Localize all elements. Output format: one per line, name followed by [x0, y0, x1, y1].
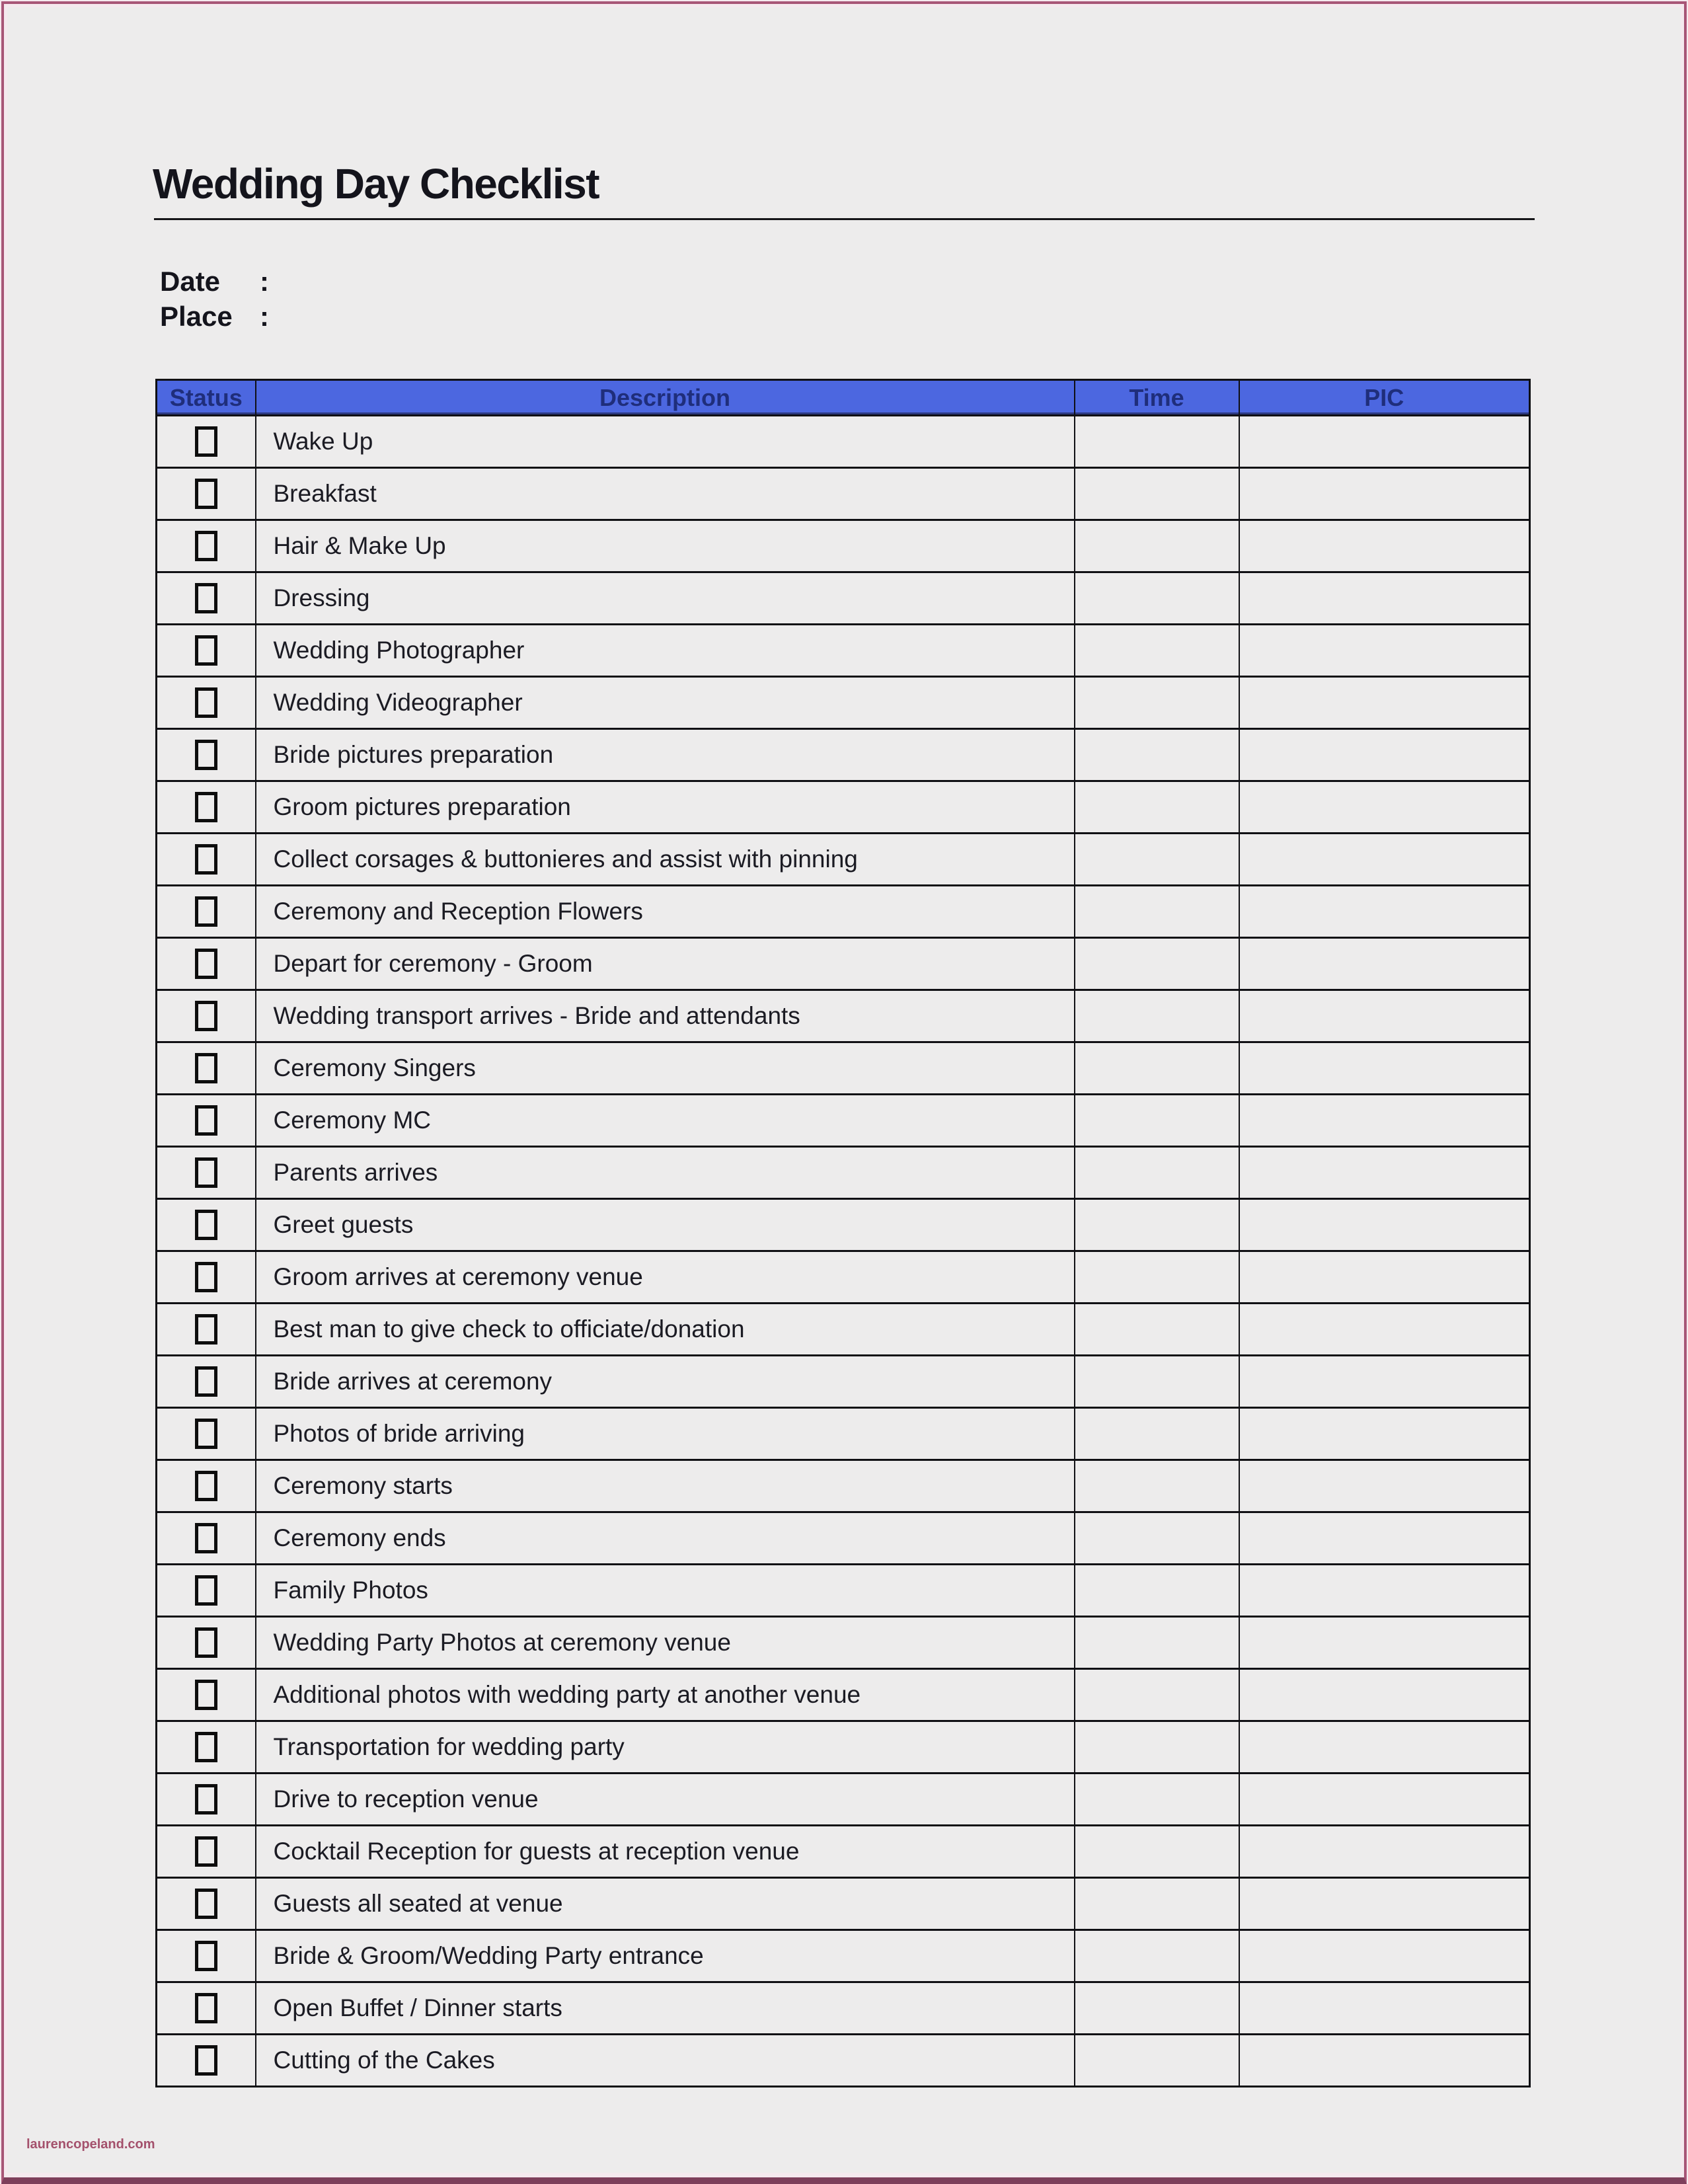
status-checkbox[interactable]: [195, 1784, 217, 1814]
time-cell[interactable]: [1075, 1982, 1239, 2035]
status-checkbox[interactable]: [195, 583, 217, 613]
status-checkbox[interactable]: [195, 1105, 217, 1136]
status-checkbox[interactable]: [195, 1471, 217, 1501]
time-cell[interactable]: [1075, 781, 1239, 834]
time-cell[interactable]: [1075, 1669, 1239, 1721]
status-checkbox[interactable]: [195, 1366, 217, 1397]
status-checkbox[interactable]: [195, 2045, 217, 2076]
checklist-table: [155, 379, 1531, 2087]
status-checkbox[interactable]: [195, 1210, 217, 1240]
table-row: [157, 1042, 1530, 1095]
status-checkbox[interactable]: [195, 1314, 217, 1345]
status-cell: [157, 1721, 256, 1774]
pic-cell[interactable]: [1239, 1304, 1530, 1356]
pic-cell[interactable]: [1239, 677, 1530, 729]
pic-cell[interactable]: [1239, 1669, 1530, 1721]
status-checkbox[interactable]: [195, 531, 217, 561]
pic-cell[interactable]: [1239, 1042, 1530, 1095]
status-cell: [157, 625, 256, 677]
table-row: [157, 1721, 1530, 1774]
time-cell[interactable]: [1075, 938, 1239, 990]
status-cell: [157, 990, 256, 1042]
pic-cell[interactable]: [1239, 1930, 1530, 1982]
table-row: [157, 1669, 1530, 1721]
pic-cell[interactable]: [1239, 1199, 1530, 1251]
status-cell: [157, 886, 256, 938]
status-cell: [157, 416, 256, 468]
table-row: [157, 1095, 1530, 1147]
status-cell: [157, 1982, 256, 2035]
time-cell[interactable]: [1075, 572, 1239, 625]
time-cell[interactable]: [1075, 1878, 1239, 1930]
status-checkbox[interactable]: [195, 1941, 217, 1971]
pic-cell[interactable]: [1239, 1460, 1530, 1512]
description-cell: Cutting of the Cakes: [256, 2035, 1075, 2087]
description-cell: Wedding transport arrives - Bride and attendants: [256, 990, 1075, 1042]
status-cell: [157, 1460, 256, 1512]
time-cell[interactable]: [1075, 1721, 1239, 1774]
time-cell[interactable]: [1075, 1095, 1239, 1147]
status-cell: [157, 1199, 256, 1251]
time-cell[interactable]: [1075, 2035, 1239, 2087]
time-cell[interactable]: [1075, 1304, 1239, 1356]
pic-cell[interactable]: [1239, 1774, 1530, 1826]
watermark: laurencopeland.com: [26, 2137, 155, 2152]
description-cell: Guests all seated at venue: [256, 1878, 1075, 1930]
status-cell: [157, 1095, 256, 1147]
table-row: [157, 990, 1530, 1042]
description-cell: Collect corsages & buttonieres and assist with pinning: [256, 834, 1075, 886]
status-checkbox[interactable]: [195, 896, 217, 927]
table-row: [157, 1460, 1530, 1512]
description-cell: Drive to reception venue: [256, 1774, 1075, 1826]
pic-cell[interactable]: [1239, 520, 1530, 572]
status-cell: [157, 520, 256, 572]
description-cell: Additional photos with wedding party at another venue: [256, 1669, 1075, 1721]
description-cell: Ceremony and Reception Flowers: [256, 886, 1075, 938]
date-label: Date: [160, 266, 221, 297]
status-cell: [157, 572, 256, 625]
column-header-description: Description: [256, 380, 1075, 416]
pic-cell[interactable]: [1239, 729, 1530, 781]
time-cell[interactable]: [1075, 1460, 1239, 1512]
table-row: [157, 1356, 1530, 1408]
status-checkbox[interactable]: [195, 426, 217, 457]
table-row: [157, 520, 1530, 572]
status-checkbox[interactable]: [195, 479, 217, 509]
description-cell: Best man to give check to officiate/donation: [256, 1304, 1075, 1356]
table-body: [157, 416, 1530, 2087]
page-title: Wedding Day Checklist: [153, 160, 599, 208]
description-cell: Hair & Make Up: [256, 520, 1075, 572]
description-cell: Transportation for wedding party: [256, 1721, 1075, 1774]
description-cell: Open Buffet / Dinner starts: [256, 1982, 1075, 2035]
table-row: [157, 1512, 1530, 1565]
description-cell: Wedding Videographer: [256, 677, 1075, 729]
date-separator: :: [260, 266, 269, 297]
time-cell[interactable]: [1075, 834, 1239, 886]
description-cell: Ceremony MC: [256, 1095, 1075, 1147]
description-cell: Family Photos: [256, 1565, 1075, 1617]
description-cell: Wedding Photographer: [256, 625, 1075, 677]
status-checkbox[interactable]: [195, 1836, 217, 1867]
pic-cell[interactable]: [1239, 1512, 1530, 1565]
column-header-time: Time: [1075, 380, 1239, 416]
pic-cell[interactable]: [1239, 886, 1530, 938]
description-cell: Ceremony Singers: [256, 1042, 1075, 1095]
status-checkbox[interactable]: [195, 1732, 217, 1762]
status-cell: [157, 1669, 256, 1721]
time-cell[interactable]: [1075, 1356, 1239, 1408]
status-checkbox[interactable]: [195, 1053, 217, 1083]
time-cell[interactable]: [1075, 1565, 1239, 1617]
time-cell[interactable]: [1075, 886, 1239, 938]
pic-cell[interactable]: [1239, 2035, 1530, 2087]
description-cell: Bride pictures preparation: [256, 729, 1075, 781]
status-checkbox[interactable]: [195, 949, 217, 979]
description-cell: Greet guests: [256, 1199, 1075, 1251]
pic-cell[interactable]: [1239, 1565, 1530, 1617]
status-checkbox[interactable]: [195, 1889, 217, 1919]
description-cell: Photos of bride arriving: [256, 1408, 1075, 1460]
time-cell[interactable]: [1075, 1617, 1239, 1669]
status-checkbox[interactable]: [195, 740, 217, 770]
status-cell: [157, 938, 256, 990]
status-cell: [157, 677, 256, 729]
status-cell: [157, 729, 256, 781]
time-cell[interactable]: [1075, 1774, 1239, 1826]
time-cell[interactable]: [1075, 1147, 1239, 1199]
table-row: [157, 1878, 1530, 1930]
pic-cell[interactable]: [1239, 1826, 1530, 1878]
table-row: [157, 1251, 1530, 1304]
status-cell: [157, 1774, 256, 1826]
status-cell: [157, 1617, 256, 1669]
description-cell: Bride arrives at ceremony: [256, 1356, 1075, 1408]
description-cell: Breakfast: [256, 468, 1075, 520]
status-checkbox[interactable]: [195, 792, 217, 822]
status-checkbox[interactable]: [195, 844, 217, 875]
description-cell: Groom arrives at ceremony venue: [256, 1251, 1075, 1304]
status-cell: [157, 834, 256, 886]
table-row: [157, 938, 1530, 990]
description-cell: Ceremony ends: [256, 1512, 1075, 1565]
time-cell[interactable]: [1075, 1826, 1239, 1878]
pic-cell[interactable]: [1239, 834, 1530, 886]
description-cell: Wedding Party Photos at ceremony venue: [256, 1617, 1075, 1669]
description-cell: Bride & Groom/Wedding Party entrance: [256, 1930, 1075, 1982]
table-row: [157, 468, 1530, 520]
table-row: [157, 1617, 1530, 1669]
pic-cell[interactable]: [1239, 1617, 1530, 1669]
status-cell: [157, 1512, 256, 1565]
pic-cell[interactable]: [1239, 938, 1530, 990]
time-cell[interactable]: [1075, 1251, 1239, 1304]
table-row: [157, 677, 1530, 729]
description-cell: Wake Up: [256, 416, 1075, 468]
status-checkbox[interactable]: [195, 1523, 217, 1553]
status-cell: [157, 1147, 256, 1199]
field-date: [160, 266, 467, 297]
status-cell: [157, 1930, 256, 1982]
time-cell[interactable]: [1075, 520, 1239, 572]
description-cell: Depart for ceremony - Groom: [256, 938, 1075, 990]
status-cell: [157, 2035, 256, 2087]
header-row: [157, 380, 1530, 416]
status-cell: [157, 1304, 256, 1356]
table-row: [157, 1408, 1530, 1460]
status-cell: [157, 1251, 256, 1304]
status-checkbox[interactable]: [195, 1575, 217, 1606]
place-label: Place: [160, 301, 233, 332]
time-cell[interactable]: [1075, 1408, 1239, 1460]
status-cell: [157, 1826, 256, 1878]
status-cell: [157, 1565, 256, 1617]
column-header-status: Status: [157, 380, 256, 416]
table-row: [157, 2035, 1530, 2087]
pic-cell[interactable]: [1239, 625, 1530, 677]
time-cell[interactable]: [1075, 729, 1239, 781]
description-cell: Dressing: [256, 572, 1075, 625]
status-checkbox[interactable]: [195, 1001, 217, 1031]
table-row: [157, 1199, 1530, 1251]
status-checkbox[interactable]: [195, 1680, 217, 1710]
description-cell: Cocktail Reception for guests at reception venue: [256, 1826, 1075, 1878]
status-cell: [157, 781, 256, 834]
pic-cell[interactable]: [1239, 1721, 1530, 1774]
table-row: [157, 1826, 1530, 1878]
status-cell: [157, 1356, 256, 1408]
time-cell[interactable]: [1075, 677, 1239, 729]
table-row: [157, 1147, 1530, 1199]
pic-cell[interactable]: [1239, 468, 1530, 520]
time-cell[interactable]: [1075, 416, 1239, 468]
pic-cell[interactable]: [1239, 572, 1530, 625]
table-row: [157, 572, 1530, 625]
status-checkbox[interactable]: [195, 1157, 217, 1188]
pic-cell[interactable]: [1239, 1878, 1530, 1930]
description-cell: Groom pictures preparation: [256, 781, 1075, 834]
table-row: [157, 1982, 1530, 2035]
table-row: [157, 416, 1530, 468]
column-header-pic: PIC: [1239, 380, 1530, 416]
status-checkbox[interactable]: [195, 687, 217, 718]
pic-cell[interactable]: [1239, 416, 1530, 468]
pic-cell[interactable]: [1239, 1982, 1530, 2035]
table-row: [157, 1930, 1530, 1982]
pic-cell[interactable]: [1239, 990, 1530, 1042]
table-row: [157, 834, 1530, 886]
place-separator: :: [260, 301, 269, 332]
title-underline: [154, 218, 1535, 220]
pic-cell[interactable]: [1239, 1251, 1530, 1304]
time-cell[interactable]: [1075, 990, 1239, 1042]
description-cell: Parents arrives: [256, 1147, 1075, 1199]
status-checkbox[interactable]: [195, 1262, 217, 1292]
pic-cell[interactable]: [1239, 1408, 1530, 1460]
status-checkbox[interactable]: [195, 1627, 217, 1658]
pic-cell[interactable]: [1239, 1095, 1530, 1147]
status-cell: [157, 1878, 256, 1930]
time-cell[interactable]: [1075, 1930, 1239, 1982]
status-cell: [157, 468, 256, 520]
pic-cell[interactable]: [1239, 781, 1530, 834]
status-checkbox[interactable]: [195, 1419, 217, 1449]
table-row: [157, 886, 1530, 938]
field-place: [160, 301, 467, 332]
pic-cell[interactable]: [1239, 1356, 1530, 1408]
table-row: [157, 1304, 1530, 1356]
time-cell[interactable]: [1075, 468, 1239, 520]
time-cell[interactable]: [1075, 1512, 1239, 1565]
table-row: [157, 729, 1530, 781]
table-row: [157, 781, 1530, 834]
description-cell: Ceremony starts: [256, 1460, 1075, 1512]
table-row: [157, 1774, 1530, 1826]
time-cell[interactable]: [1075, 1199, 1239, 1251]
table-row: [157, 625, 1530, 677]
table-row: [157, 1565, 1530, 1617]
time-cell[interactable]: [1075, 1042, 1239, 1095]
status-checkbox[interactable]: [195, 635, 217, 666]
status-cell: [157, 1042, 256, 1095]
status-cell: [157, 1408, 256, 1460]
pic-cell[interactable]: [1239, 1147, 1530, 1199]
status-checkbox[interactable]: [195, 1993, 217, 2023]
time-cell[interactable]: [1075, 625, 1239, 677]
